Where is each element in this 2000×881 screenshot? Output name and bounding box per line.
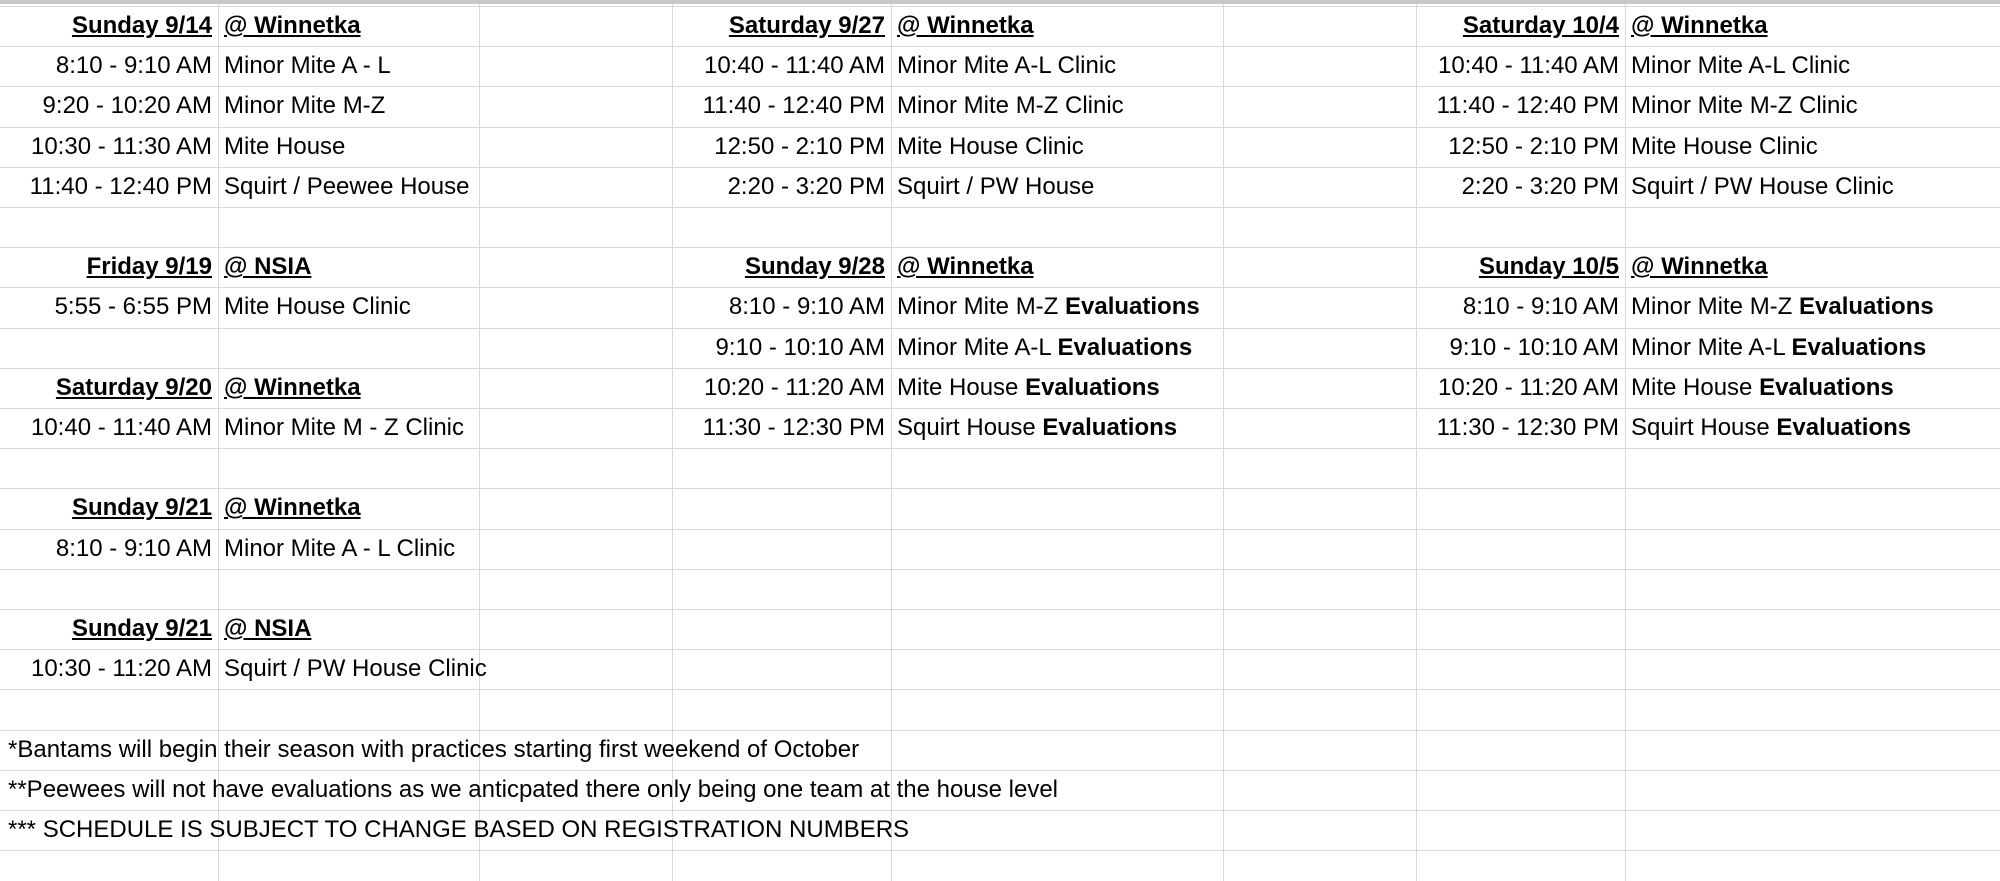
day-header[interactable]: Saturday 9/20	[55, 373, 212, 401]
time-slot-cell[interactable]: 2:20 - 3:20 PM	[1461, 172, 1619, 200]
group-cell[interactable]	[218, 127, 351, 167]
group-name: Minor Mite A-L Clinic	[1631, 52, 1851, 80]
footnote-cell[interactable]: **Peewees will not have evaluations as we anticpated there only being one team at the house level	[8, 775, 1059, 803]
time-slot-cell[interactable]: 9:10 - 10:10 AM	[1449, 333, 1619, 361]
group-name: Mite House	[1631, 373, 1760, 401]
location-header[interactable]: @ NSIA	[224, 615, 312, 642]
group-cell[interactable]	[1625, 408, 1917, 448]
time-slot-cell[interactable]: 12:50 - 2:10 PM	[714, 132, 885, 160]
footnote-cell[interactable]: *** SCHEDULE IS SUBJECT TO CHANGE BASED ON REGISTRATION NUMBERS	[8, 816, 910, 843]
header-border	[0, 0, 2000, 4]
time-slot-cell[interactable]: 8:10 - 9:10 AM	[1462, 293, 1619, 321]
time-slot-cell[interactable]: 11:40 - 12:40 PM	[702, 92, 885, 120]
time-slot-cell[interactable]: 12:50 - 2:10 PM	[1448, 132, 1619, 160]
group-name: Mite House Clinic	[897, 132, 1084, 160]
time-slot-cell[interactable]: 10:40 - 11:40 AM	[30, 414, 212, 441]
day-header[interactable]: Sunday 10/5	[1478, 253, 1619, 281]
group-cell[interactable]	[1625, 46, 1856, 86]
group-cell[interactable]	[891, 86, 1130, 126]
group-cell[interactable]	[891, 287, 1206, 327]
evaluations-label: Evaluations	[1057, 333, 1193, 361]
group-cell[interactable]	[218, 86, 391, 126]
row-gridline	[0, 448, 2000, 449]
footnote-cell[interactable]: *Bantams will begin their season with practices starting first weekend of October	[8, 735, 860, 763]
day-header[interactable]: Sunday 9/21	[71, 494, 212, 522]
group-name: Minor Mite M-Z	[224, 92, 386, 120]
location-header[interactable]: @ Winnetka	[897, 12, 1034, 39]
evaluations-label: Evaluations	[1759, 373, 1894, 401]
time-slot-cell[interactable]: 8:10 - 9:10 AM	[55, 52, 212, 80]
group-name: Minor Mite A-L Clinic	[897, 52, 1117, 80]
group-cell[interactable]	[1625, 368, 1900, 408]
time-slot-cell[interactable]: 10:20 - 11:20 AM	[1437, 373, 1619, 401]
row-gridline	[0, 569, 2000, 570]
group-name: Minor Mite M - Z Clinic	[224, 414, 465, 441]
evaluations-label: Evaluations	[1025, 373, 1160, 401]
time-slot-cell[interactable]: 5:55 - 6:55 PM	[54, 293, 212, 321]
location-header[interactable]: @ Winnetka	[224, 373, 361, 401]
time-slot-cell[interactable]: 10:20 - 11:20 AM	[703, 373, 885, 401]
time-slot-cell[interactable]: 11:30 - 12:30 PM	[702, 414, 885, 441]
group-name: Minor Mite M-Z	[1631, 293, 1799, 321]
group-cell[interactable]	[1625, 86, 1864, 126]
group-name: Squirt / PW House Clinic	[224, 655, 487, 683]
group-name: Minor Mite A - L Clinic	[224, 534, 456, 562]
row-gridline	[0, 850, 2000, 851]
group-cell[interactable]	[891, 328, 1198, 368]
time-slot-cell[interactable]: 2:20 - 3:20 PM	[727, 172, 885, 200]
group-name: Squirt House	[897, 414, 1043, 441]
column-gridline	[1223, 0, 1224, 881]
group-cell[interactable]	[218, 408, 470, 448]
evaluations-label: Evaluations	[1776, 414, 1912, 441]
time-slot-cell[interactable]: 10:30 - 11:20 AM	[30, 655, 212, 683]
group-name: Mite House Clinic	[1631, 132, 1818, 160]
day-header[interactable]: Sunday 9/14	[71, 12, 212, 39]
group-cell[interactable]	[891, 46, 1122, 86]
group-cell[interactable]	[218, 46, 397, 86]
group-cell[interactable]	[218, 287, 417, 327]
group-cell[interactable]	[1625, 328, 1932, 368]
day-header[interactable]: Sunday 9/21	[71, 615, 212, 642]
time-slot-cell[interactable]: 11:30 - 12:30 PM	[1436, 414, 1619, 441]
group-name: Squirt House	[1631, 414, 1777, 441]
group-cell[interactable]	[891, 127, 1090, 167]
location-header[interactable]: @ Winnetka	[897, 253, 1034, 281]
row-gridline	[0, 207, 2000, 208]
time-slot-cell[interactable]: 10:40 - 11:40 AM	[1437, 52, 1619, 80]
evaluations-label: Evaluations	[1042, 414, 1178, 441]
group-name: Minor Mite M-Z Clinic	[1631, 92, 1858, 120]
group-name: Squirt / PW House Clinic	[1631, 172, 1894, 200]
group-cell[interactable]	[218, 529, 461, 569]
time-slot-cell[interactable]: 9:10 - 10:10 AM	[715, 333, 885, 361]
day-header[interactable]: Sunday 9/28	[744, 253, 885, 281]
group-name: Minor Mite A-L	[897, 333, 1058, 361]
group-cell[interactable]	[891, 368, 1166, 408]
group-name: Squirt / Peewee House	[224, 172, 470, 200]
group-name: Squirt / PW House	[897, 172, 1095, 200]
time-slot-cell[interactable]: 10:40 - 11:40 AM	[703, 52, 885, 80]
evaluations-label: Evaluations	[1791, 333, 1927, 361]
group-cell[interactable]	[891, 167, 1100, 207]
group-name: Minor Mite A - L	[224, 52, 391, 80]
evaluations-label: Evaluations	[1065, 293, 1200, 321]
group-cell[interactable]	[1625, 127, 1824, 167]
time-slot-cell[interactable]: 11:40 - 12:40 PM	[1436, 92, 1619, 120]
day-header[interactable]: Saturday 9/27	[728, 12, 885, 39]
group-name: Minor Mite M-Z Clinic	[897, 92, 1124, 120]
group-name: Mite House Clinic	[224, 293, 411, 321]
time-slot-cell[interactable]: 10:30 - 11:30 AM	[30, 132, 212, 160]
location-header[interactable]: @ Winnetka	[224, 494, 361, 522]
group-name: Mite House	[897, 373, 1026, 401]
group-cell[interactable]	[218, 167, 475, 207]
day-header[interactable]: Friday 9/19	[86, 253, 212, 281]
evaluations-label: Evaluations	[1799, 293, 1934, 321]
time-slot-cell[interactable]: 8:10 - 9:10 AM	[55, 534, 212, 562]
location-header[interactable]: @ Winnetka	[224, 12, 361, 39]
group-name: Minor Mite A-L	[1631, 333, 1792, 361]
group-cell[interactable]	[1625, 287, 1940, 327]
group-cell[interactable]	[1625, 167, 1900, 207]
location-header[interactable]: @ Winnetka	[1631, 12, 1768, 39]
group-name: Mite House	[224, 132, 346, 160]
group-cell[interactable]	[218, 649, 493, 689]
location-header[interactable]: @ NSIA	[224, 253, 312, 281]
location-header[interactable]: @ Winnetka	[1631, 253, 1768, 281]
day-header[interactable]: Saturday 10/4	[1462, 12, 1619, 39]
time-slot-cell[interactable]: 9:20 - 10:20 AM	[42, 92, 212, 120]
time-slot-cell[interactable]: 8:10 - 9:10 AM	[728, 293, 885, 321]
time-slot-cell[interactable]: 11:40 - 12:40 PM	[29, 172, 212, 200]
group-name: Minor Mite M-Z	[897, 293, 1065, 321]
group-cell[interactable]	[891, 408, 1183, 448]
